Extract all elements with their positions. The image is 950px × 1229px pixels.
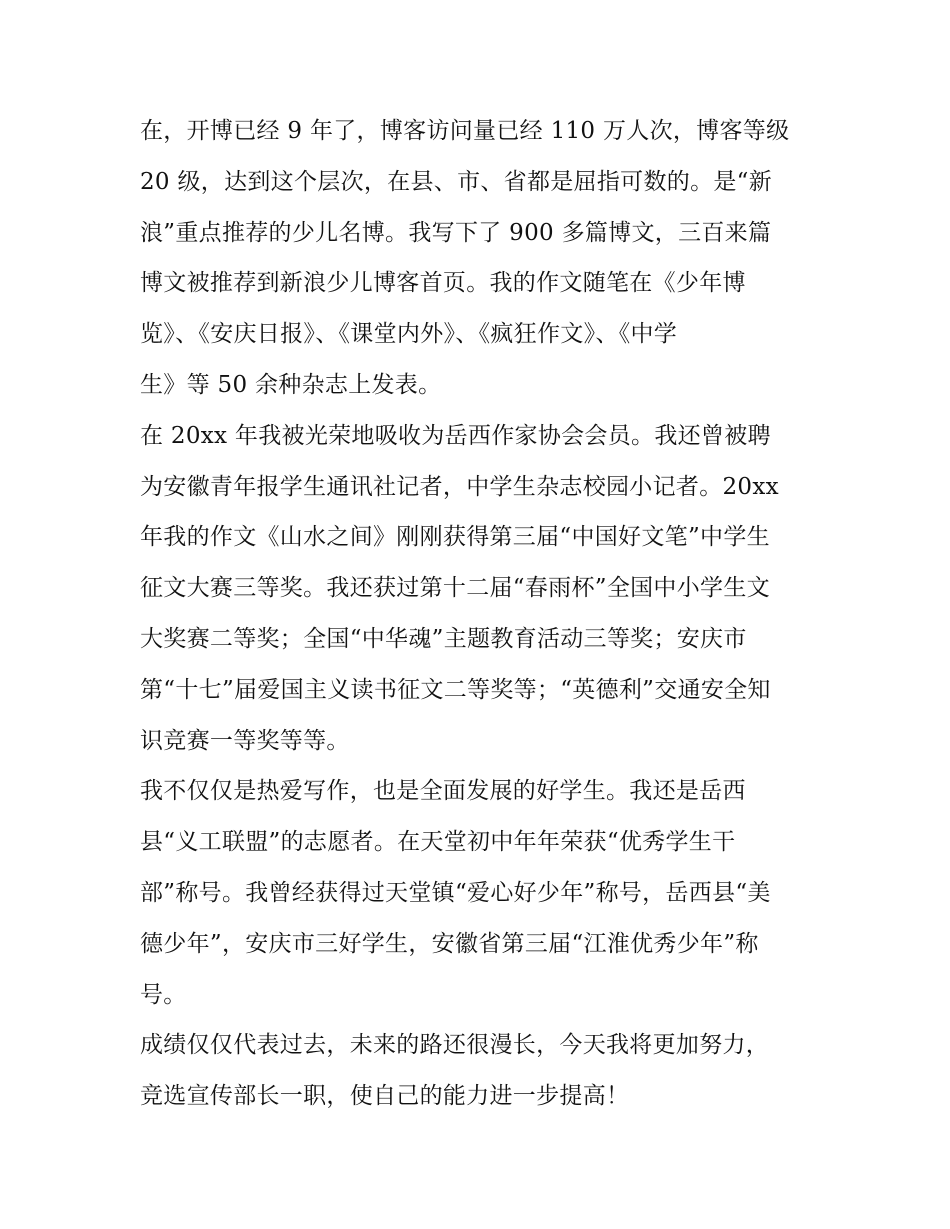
text-line: 博文被推荐到新浪少儿博客首页。我的作文随笔在《少年博 [140, 270, 746, 297]
text-line: 号。 [140, 981, 187, 1008]
text-line: 竞选宣传部长一职，使自己的能力进一步提高！ [140, 1083, 630, 1110]
text-line: 县“义工联盟”的志愿者。在天堂初中年年荣获“优秀学生干 [140, 829, 736, 856]
text-line: 第“十七”届爱国主义读书征文二等奖等；“英德利”交通安全知 [140, 676, 771, 703]
text-line: 征文大赛三等奖。我还获过第十二届“春雨杯”全国中小学生文 [140, 575, 770, 602]
text-line: 成绩仅仅代表过去，未来的路还很漫长，今天我将更加努力， [140, 1032, 770, 1059]
text-line: 为安徽青年报学生通讯社记者，中学生杂志校园小记者。20xx [140, 473, 779, 500]
text-line: 大奖赛二等奖；全国“中华魂”主题教育活动三等奖；安庆市 [140, 625, 747, 652]
text-line: 览》、《安庆日报》、《课堂内外》、《疯狂作文》、《中学 [140, 321, 678, 348]
text-line: 德少年”，安庆市三好学生，安徽省第三届“江淮优秀少年”称 [140, 930, 759, 957]
text-line: 在，开博已经 9 年了，博客访问量已经 110 万人次，博客等级 [140, 118, 790, 144]
text-line: 部”称号。我曾经获得过天堂镇“爱心好少年”称号，岳西县“美 [140, 879, 771, 906]
document-body [140, 106, 812, 1122]
text-line: 20 级，达到这个层次，在县、市、省都是屈指可数的。是“新 [140, 168, 773, 195]
text-line: 在 20xx 年我被光荣地吸收为岳西作家协会会员。我还曾被聘 [140, 422, 771, 449]
text-line: 识竞赛一等奖等等。 [140, 727, 350, 754]
text-line: 生》等 50 余种杂志上发表。 [140, 371, 442, 398]
text-line: 年我的作文《山水之间》刚刚获得第三届“中国好文笔”中学生 [140, 524, 770, 551]
text-line: 我不仅仅是热爱写作，也是全面发展的好学生。我还是岳西 [140, 778, 746, 805]
text-line: 浪”重点推荐的少儿名博。我写下了 900 多篇博文，三百来篇 [140, 219, 772, 246]
